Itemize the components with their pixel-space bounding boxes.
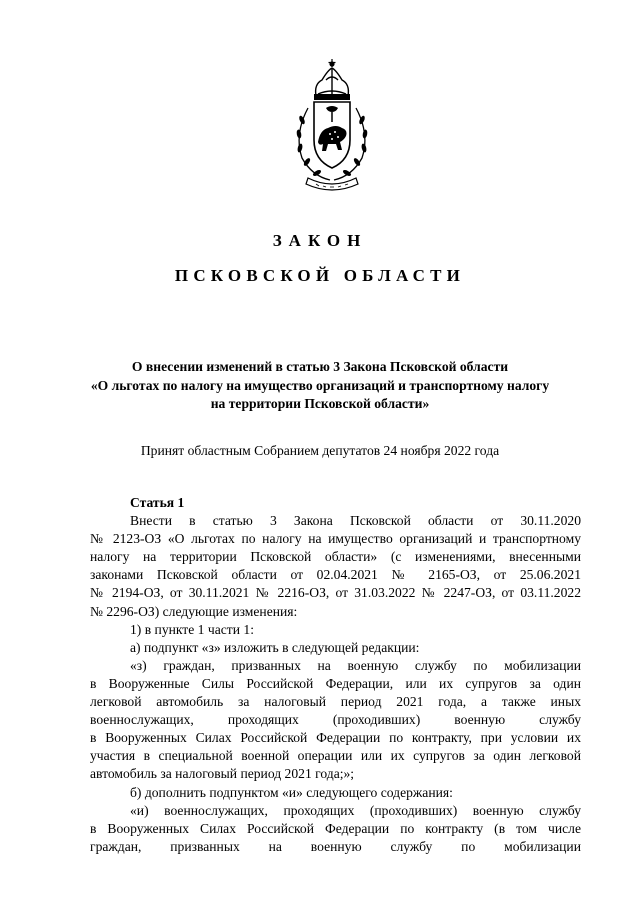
article-body-line: Внести в статью 3 Закона Псковской области от 30.11.2020: [130, 513, 581, 529]
article-body-line: а) подпункт «з» изложить в следующей редакции:: [130, 639, 420, 655]
article-body-line: б) дополнить подпунктом «и» следующего содержания:: [130, 784, 453, 800]
article-body-line: 1) в пункте 1 части 1:: [130, 621, 254, 637]
article-body-line: № 2123-ОЗ «О льготах по налогу на имущество организаций и транспортному: [90, 531, 581, 547]
article-body-line: в Вооруженные Силы Российской Федерации, или их супругов за один: [90, 675, 581, 691]
article-body-line: легковой автомобиль за налоговый период 2021 года, а также иных: [90, 694, 581, 710]
article-body-line: в Вооруженных Силах Российской Федерации по контракту (в том числе: [90, 820, 581, 836]
pskov-oblast-coat-of-arms-icon: [286, 56, 378, 194]
article-body-line: в Вооруженных Силах Российской Федерации по контракту, при условии их: [90, 730, 581, 746]
law-subject-line: О внесении изменений в статью 3 Закона Псковской области: [131, 359, 509, 374]
adoption-date-line: Принят областным Собранием депутатов 24 ноября 2022 года: [140, 443, 500, 458]
article-body-line: военнослужащих, проходящих (проходивших) военную службу: [90, 712, 581, 728]
law-subject-line: «О льготах по налогу на имущество организаций и транспортному налогу: [90, 377, 550, 393]
law-subject-line: на территории Псковской области»: [210, 396, 430, 411]
article-body-line: № 2296-ОЗ) следующие изменения:: [90, 603, 298, 619]
article-body-line: № 2194-ОЗ, от 30.11.2021 № 2216-ОЗ, от 31.03.2022 № 2247-ОЗ, от 03.11.2022: [90, 585, 581, 601]
law-subject: [60, 358, 580, 414]
article-heading: Статья 1: [130, 495, 185, 510]
article-1: [90, 494, 581, 856]
document-issuer: ПСКОВСКОЙ ОБЛАСТИ: [174, 266, 466, 285]
article-body-line: «з) граждан, призванных на военную службу по мобилизации: [130, 657, 581, 673]
document-title: ЗАКОН: [272, 231, 368, 250]
article-body-line: налогу на территории Псковской области» (с изменениями, внесенными: [90, 549, 581, 565]
article-body-line: граждан, призванных на военную службу по мобилизации: [90, 838, 581, 854]
article-body-line: «и) военнослужащих, проходящих (проходивших) военную службу: [130, 802, 581, 818]
article-body-line: участия в специальной военной операции или их супругов за один легковой: [90, 748, 581, 764]
article-body-line: законами Псковской области от 02.04.2021 № 2165-ОЗ, от 25.06.2021: [90, 567, 581, 583]
article-body: [90, 512, 581, 856]
article-body-line: автомобиль за налоговый период 2021 года;»;: [90, 766, 355, 782]
